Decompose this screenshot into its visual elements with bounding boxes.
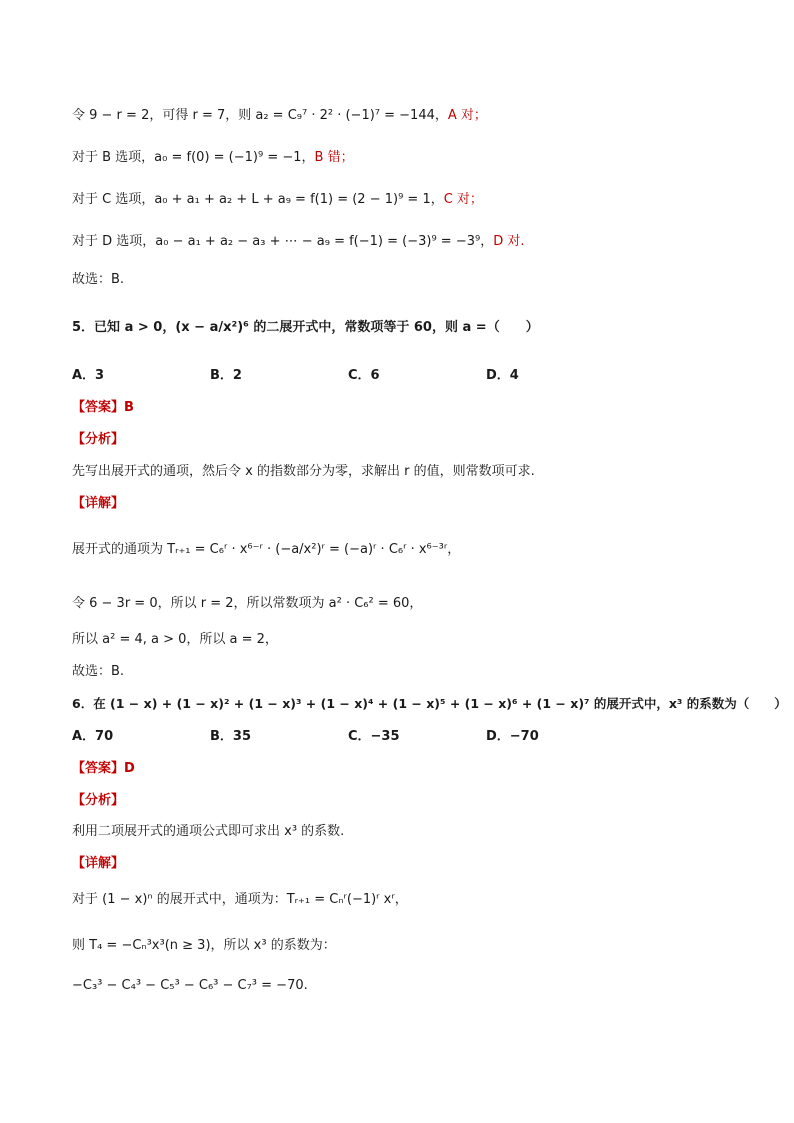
analysis-text: 先写出展开式的通项，然后令 x 的指数部分为零，求解出 r 的值，则常数项可求. [72,464,535,479]
option-b: B．35 [210,729,251,744]
detail-line-3: −C₃³ − C₄³ − C₅³ − C₆³ − C₇³ = −70. [72,978,308,993]
detail-line-1: 对于 (1 − x)ⁿ 的展开式中，通项为：Tᵣ₊₁ = Cₙʳ(−1)ʳ xʳ， [72,892,408,907]
question-6-options [72,727,624,747]
answer-tag: 【答案】B [72,400,134,415]
analysis-tag: 【分析】 [72,432,125,447]
option-d: D．−70 [486,729,539,744]
detail-line-4: 故选：B. [72,664,125,679]
option-d: D．4 [486,368,519,383]
solution-line-b [72,148,354,168]
option-a: A．70 [72,729,114,744]
verdict-d: D 对. [493,234,525,249]
verdict-c: C 对； [443,192,483,207]
verdict-a: A 对； [447,108,487,123]
solution-text: 对于 C 选项，a₀ + a₁ + a₂ + L + a₉ = f(1) = (2 − 1)⁹ = 1， [72,192,444,207]
verdict-b: B 错； [314,150,354,165]
conclusion-line: 故选：B. [72,272,125,287]
option-a: A．3 [72,368,105,383]
option-b: B．2 [210,368,242,383]
detail-line-3: 所以 a² = 4, a > 0，所以 a = 2， [72,632,278,647]
analysis-text: 利用二项展开式的通项公式即可求出 x³ 的系数. [72,824,345,839]
question-5-stem: 5．已知 a > 0，(x − a/x²)⁶ 的二展开式中，常数项等于 60，则 a =（ ） [72,320,539,335]
solution-line-c [72,190,483,210]
detail-tag: 【详解】 [72,496,125,511]
solution-line-a [72,106,487,126]
detail-line-2: 令 6 − 3r = 0，所以 r = 2，所以常数项为 a² · C₆² = 60， [72,596,423,611]
solution-text: 对于 B 选项，a₀ = f(0) = (−1)⁹ = −1， [72,150,315,165]
detail-line-1: 展开式的通项为 Tᵣ₊₁ = C₆ʳ · x⁶⁻ʳ · (−a/x²)ʳ = (−a)ʳ · C₆ʳ · x⁶⁻³ʳ， [72,542,461,557]
solution-text: 令 9 − r = 2，可得 r = 7，则 a₂ = C₉⁷ · 2² · (−1)⁷ = −144， [72,108,448,123]
answer-tag: 【答案】D [72,761,135,776]
solution-line-d [72,232,524,252]
option-c: C．−35 [348,729,400,744]
question-6-stem: 6．在 (1 − x) + (1 − x)² + (1 − x)³ + (1 − x)⁴ + (1 − x)⁵ + (1 − x)⁶ + (1 − x)⁷ 的展开式中，x³ 的系数为（ ） [72,696,787,711]
solution-text: 对于 D 选项，a₀ − a₁ + a₂ − a₃ + ⋯ − a₉ = f(−1) = (−3)⁹ = −3⁹， [72,234,494,249]
analysis-tag: 【分析】 [72,793,125,808]
option-c: C．6 [348,368,380,383]
detail-line-2: 则 T₄ = −Cₙ³x³(n ≥ 3)，所以 x³ 的系数为： [72,938,336,953]
question-5-options [72,366,624,386]
detail-tag: 【详解】 [72,856,125,871]
